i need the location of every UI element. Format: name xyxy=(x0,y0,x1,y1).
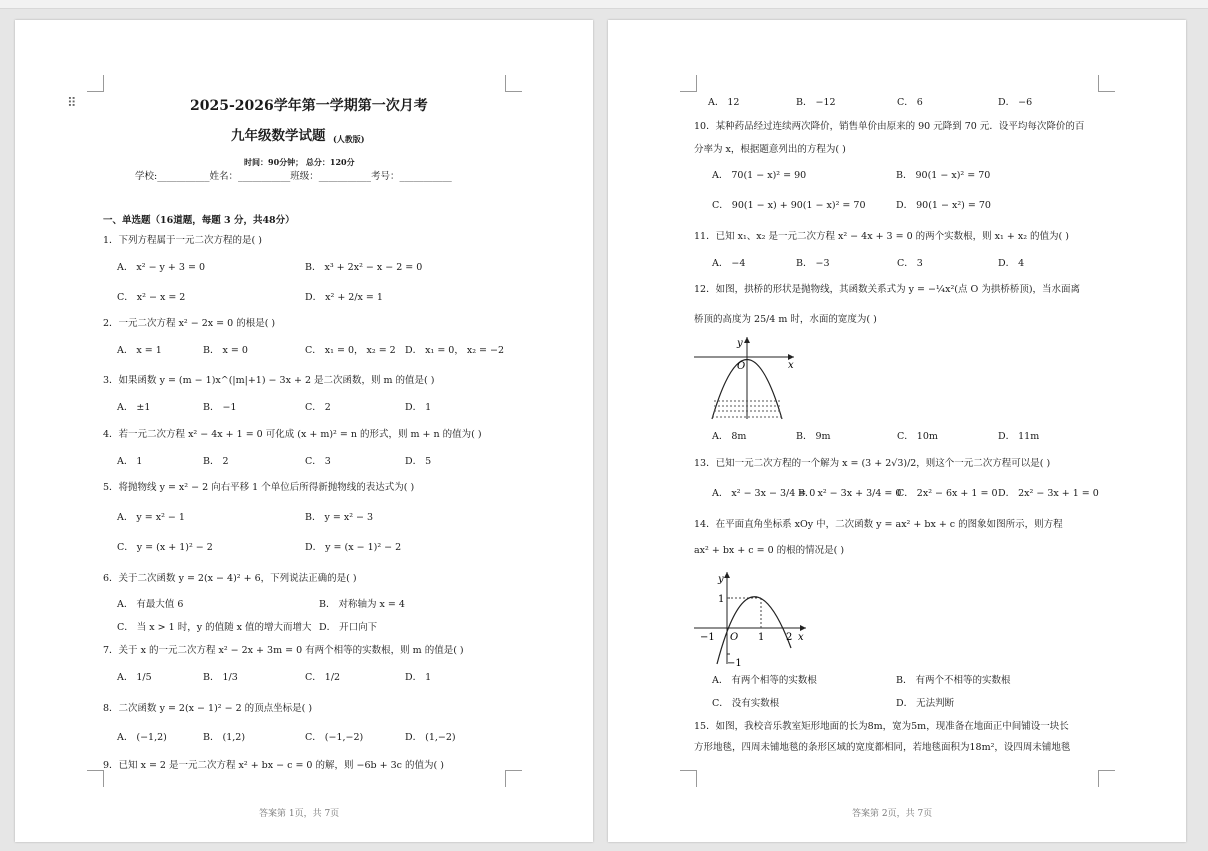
option-d: D． (1,−2) xyxy=(405,732,456,743)
option-c: C． (−1,−2) xyxy=(305,732,364,743)
page-footer: 答案第 1页，共 7页 xyxy=(259,809,340,819)
option-b: B． −1 xyxy=(203,402,237,413)
option-d: D． 1 xyxy=(405,402,432,413)
question-4: 4．若一元二次方程 x² − 4x + 1 = 0 可化成 (x + m)² = n 的形式，则 m + n 的值为( ) xyxy=(103,429,482,440)
option-c: C． 6 xyxy=(897,97,923,108)
option-b: B． 1/3 xyxy=(203,672,238,683)
question-1: 1．下列方程属于一元二次方程的是( ) xyxy=(103,235,262,246)
option-b: B． x³ + 2x² − x − 2 = 0 xyxy=(305,262,423,273)
option-d: D． x² + 2/x = 1 xyxy=(305,292,383,303)
option-c: C． x² − x = 2 xyxy=(117,292,186,303)
question-8: 8．二次函数 y = 2(x − 1)² − 2 的顶点坐标是( ) xyxy=(103,703,313,714)
option-a: A． (−1,2) xyxy=(117,732,167,743)
option-d: D． 5 xyxy=(405,456,432,467)
option-b: B． 有两个不相等的实数根 xyxy=(896,675,1011,686)
option-b: B． 9m xyxy=(796,431,831,442)
question-12: 12．如图，拱桥的形状是抛物线，其函数关系式为 y = −¼x²(点 O 为拱桥桥顶)，当水面离 xyxy=(694,284,1081,295)
option-c: C． y = (x + 1)² − 2 xyxy=(117,542,213,553)
corner-mark xyxy=(87,770,104,787)
question-6: 6．关于二次函数 y = 2(x − 4)² + 6，下列说法正确的是( ) xyxy=(103,573,357,584)
option-c: C． 2 xyxy=(305,402,331,413)
axis-y-label: y xyxy=(737,338,743,349)
question-3: 3．如果函数 y = (m − 1)x^(|m|+1) − 3x + 2 是二次函数，则 m 的值是( ) xyxy=(103,375,435,386)
option-d: D． 4 xyxy=(998,258,1025,269)
option-c: C． 90(1 − x) + 90(1 − x)² = 70 xyxy=(712,200,866,211)
option-a: A． 1/5 xyxy=(117,672,152,683)
question-12-cont: 桥顶的高度为 25/4 m 时，水面的宽度为( ) xyxy=(694,314,877,325)
option-d: D． y = (x − 1)² − 2 xyxy=(305,542,402,553)
option-c: C． 当 x > 1 时，y 的值随 x 值的增大而增大 xyxy=(117,622,312,633)
option-b: B． −3 xyxy=(796,258,830,269)
question-7: 7．关于 x 的一元二次方程 x² − 2x + 3m = 0 有两个相等的实数根，则 m 的值是( ) xyxy=(103,645,464,656)
student-info-line: 学校:___________姓名：___________班级：___________考号：___________ xyxy=(135,171,452,182)
option-d: D． 11m xyxy=(998,431,1040,442)
question-10: 10．某种药品经过连续两次降价，销售单价由原来的 90 元降到 70 元．设平均每次降价的百 xyxy=(694,121,1085,132)
option-a: A． 有最大值 6 xyxy=(117,599,184,610)
option-a: A． 有两个相等的实数根 xyxy=(712,675,817,686)
question-2: 2．一元二次方程 x² − 2x = 0 的根是( ) xyxy=(103,318,276,329)
option-d: D． 1 xyxy=(405,672,432,683)
axis-y-label: y xyxy=(718,574,724,585)
edition-label: (人教版) xyxy=(333,134,365,144)
option-d: D． −6 xyxy=(998,97,1033,108)
option-c: C． 10m xyxy=(897,431,938,442)
option-b: B． 2 xyxy=(203,456,229,467)
option-a: A． −4 xyxy=(712,258,746,269)
option-d: D． x₁ = 0， x₂ = −2 xyxy=(405,345,505,356)
option-b: B． −12 xyxy=(796,97,836,108)
corner-mark xyxy=(1098,75,1115,92)
corner-mark xyxy=(505,75,522,92)
option-c: C． x₁ = 0， x₂ = 2 xyxy=(305,345,396,356)
option-d: D． 90(1 − x²) = 70 xyxy=(896,200,991,211)
option-c: C． 2x² − 6x + 1 = 0 xyxy=(897,488,998,499)
page-footer: 答案第 2页，共 7页 xyxy=(852,809,933,819)
option-a: A． x² − y + 3 = 0 xyxy=(117,262,206,273)
drag-handle-icon[interactable]: ⠿ xyxy=(67,96,77,111)
origin-label: O xyxy=(730,632,739,643)
corner-mark xyxy=(680,75,697,92)
ruler-bar xyxy=(0,0,1208,9)
question-5: 5．将抛物线 y = x² − 2 向右平移 1 个单位后所得新抛物线的表达式为( ) xyxy=(103,482,415,493)
corner-mark xyxy=(87,75,104,92)
question-14: 14．在平面直角坐标系 xOy 中，二次函数 y = ax² + bx + c 的图象如图所示，则方程 xyxy=(694,519,1063,530)
question-10-cont: 分率为 x，根据题意列出的方程为( ) xyxy=(694,144,846,155)
option-c: C． 1/2 xyxy=(305,672,341,683)
tick-label: −1 xyxy=(700,632,715,643)
tick-label: −1 xyxy=(727,658,742,666)
option-d: D． 无法判断 xyxy=(896,698,955,709)
arch-bridge-figure xyxy=(690,335,800,420)
axis-x-label: x xyxy=(798,632,804,643)
tick-label: 2 xyxy=(786,632,793,643)
option-a: A． ±1 xyxy=(117,402,151,413)
question-15-cont: 方形地毯，四周未铺地毯的条形区域的宽度都相同，若地毯面积为18m²，设四周未铺地毯 xyxy=(694,742,1071,753)
option-c: C． 3 xyxy=(897,258,923,269)
option-a: A． 70(1 − x)² = 90 xyxy=(712,170,807,181)
option-a: A． x² − 3x − 3/4 = 0 xyxy=(712,488,816,499)
option-a: A． x = 1 xyxy=(117,345,162,356)
origin-label: O xyxy=(737,361,746,372)
section-heading: 一、单选题（16道题，每题 3 分，共48分） xyxy=(103,215,295,226)
option-c: C． 没有实数根 xyxy=(712,698,780,709)
document-page-1 xyxy=(15,20,593,842)
option-b: B． 对称轴为 x = 4 xyxy=(319,599,405,610)
time-score-line: 时间：90分钟； 总分：120分 xyxy=(244,157,355,167)
parabola-graph-figure xyxy=(690,568,808,666)
question-11: 11．已知 x₁、x₂ 是一元二次方程 x² − 4x + 3 = 0 的两个实数根，则 x₁ + x₂ 的值为( ) xyxy=(694,231,1069,242)
option-b: B． 90(1 − x)² = 70 xyxy=(896,170,991,181)
option-a: A． 12 xyxy=(708,97,740,108)
exam-title: 2025-2026学年第一学期第一次月考 xyxy=(190,98,428,114)
question-14-cont: ax² + bx + c = 0 的根的情况是( ) xyxy=(694,545,845,556)
option-a: A． y = x² − 1 xyxy=(117,512,185,523)
question-9: 9．已知 x = 2 是一元二次方程 x² + bx − c = 0 的解，则 −6b + 3c 的值为( ) xyxy=(103,760,444,771)
option-b: B． (1,2) xyxy=(203,732,246,743)
document-page-2 xyxy=(608,20,1186,842)
option-d: D． 2x² − 3x + 1 = 0 xyxy=(998,488,1099,499)
corner-mark xyxy=(1098,770,1115,787)
question-15: 15．如图，我校音乐教室矩形地面的长为8m，宽为5m，现准备在地面正中间铺设一块长 xyxy=(694,721,1069,732)
corner-mark xyxy=(505,770,522,787)
option-b: B． y = x² − 3 xyxy=(305,512,374,523)
axis-x-label: x xyxy=(788,360,794,371)
option-c: C． 3 xyxy=(305,456,331,467)
corner-mark xyxy=(680,770,697,787)
option-a: A． 8m xyxy=(712,431,747,442)
option-b: B． x = 0 xyxy=(203,345,248,356)
option-a: A． 1 xyxy=(117,456,143,467)
exam-subtitle: 九年级数学试题 xyxy=(231,128,326,144)
tick-label: 1 xyxy=(718,594,725,605)
option-b: B． x² − 3x + 3/4 = 0 xyxy=(798,488,902,499)
option-d: D． 开口向下 xyxy=(319,622,378,633)
question-13: 13．已知一元二次方程的一个解为 x = (3 + 2√3)/2，则这个一元二次方程可以是( ) xyxy=(694,458,1051,469)
tick-label: 1 xyxy=(758,632,765,643)
